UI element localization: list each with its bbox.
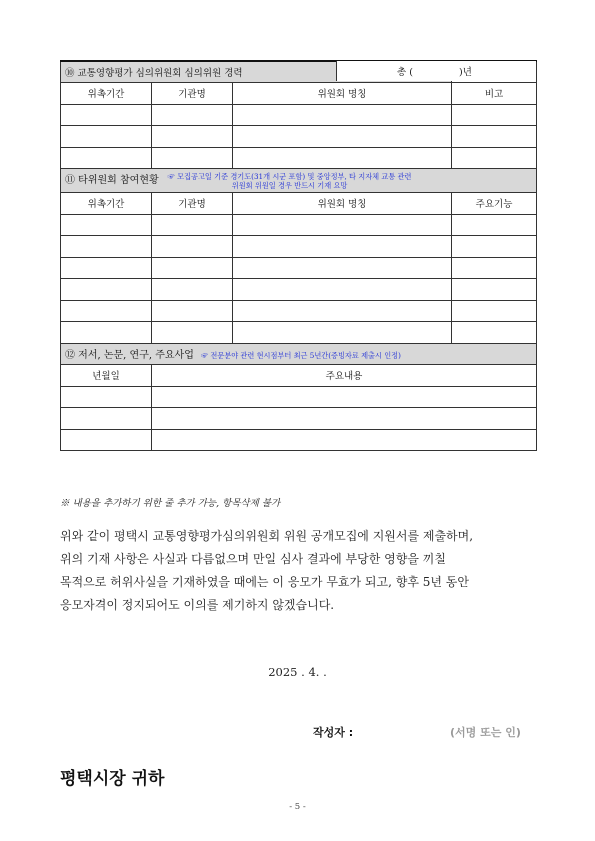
section11-header: 위원회 명칭 xyxy=(233,193,452,215)
table-cell[interactable] xyxy=(61,214,152,236)
section11-row xyxy=(61,279,537,301)
section10-header: 위촉기간 xyxy=(61,83,152,105)
table-cell[interactable] xyxy=(233,322,452,344)
section11-header: 위촉기간 xyxy=(61,193,152,215)
table-cell[interactable] xyxy=(233,214,452,236)
section12-note: ☞ 전문분야 관련 현시점부터 최근 5년간(증빙자료 제출시 인정) xyxy=(200,351,401,361)
section10-header: 위원회 명칭 xyxy=(233,83,452,105)
section11-note-line2: 위원회 위원일 경우 반드시 기재 요망 xyxy=(231,180,348,190)
table-cell[interactable] xyxy=(452,300,537,322)
table-cell[interactable] xyxy=(452,104,537,126)
section11-row xyxy=(61,214,537,236)
section12-title xyxy=(61,343,537,365)
section11-title xyxy=(61,169,537,193)
remark-note: ※ 내용을 추가하기 위한 줄 추가 가능, 항목삭제 불가 xyxy=(60,498,281,509)
total-years-suffix: )년 xyxy=(459,67,472,78)
section11-header: 기관명 xyxy=(152,193,233,215)
table-cell[interactable] xyxy=(152,126,233,148)
table-cell[interactable] xyxy=(61,386,152,408)
section11-header-row xyxy=(61,193,537,215)
declaration-line: 응모자격이 정지되어도 이의를 제기하지 않겠습니다. xyxy=(60,598,335,612)
section11-row xyxy=(61,236,537,258)
section12-header: 주요내용 xyxy=(152,365,537,387)
signature-field[interactable]: (서명 또는 인) xyxy=(450,726,521,739)
table-cell[interactable] xyxy=(61,257,152,279)
signature-label: 작성자 : xyxy=(313,726,354,739)
table-cell[interactable] xyxy=(233,126,452,148)
table-cell[interactable] xyxy=(452,279,537,301)
application-form-table xyxy=(60,60,537,451)
table-cell[interactable] xyxy=(152,408,537,430)
table-cell[interactable] xyxy=(61,429,152,451)
declaration-paragraph xyxy=(60,525,540,617)
section11-title-row xyxy=(61,169,537,193)
table-cell[interactable] xyxy=(152,214,233,236)
section11-header: 주요기능 xyxy=(452,193,537,215)
table-cell[interactable] xyxy=(152,279,233,301)
section11-row xyxy=(61,322,537,344)
table-cell[interactable] xyxy=(233,257,452,279)
addressee: 평택시장 귀하 xyxy=(60,769,165,789)
table-cell[interactable] xyxy=(233,147,452,169)
table-cell[interactable] xyxy=(61,408,152,430)
table-cell[interactable] xyxy=(452,236,537,258)
page-number: - 5 - xyxy=(289,802,306,812)
table-cell[interactable] xyxy=(152,147,233,169)
table-cell[interactable] xyxy=(61,147,152,169)
declaration-line: 목적으로 허위사실을 기재하였을 때에는 이 응모가 무효가 되고, 향후 5년 동안 xyxy=(60,575,469,589)
table-cell[interactable] xyxy=(152,386,537,408)
section10-header-row xyxy=(61,83,537,105)
total-years-label: 총 ( xyxy=(397,67,413,78)
section12-header: 년월일 xyxy=(61,365,152,387)
table-cell[interactable] xyxy=(152,236,233,258)
table-cell[interactable] xyxy=(61,104,152,126)
section10-header: 기관명 xyxy=(152,83,233,105)
table-cell[interactable] xyxy=(152,257,233,279)
table-cell[interactable] xyxy=(452,126,537,148)
table-cell[interactable] xyxy=(152,300,233,322)
section10-header: 비고 xyxy=(452,83,537,105)
section10-row xyxy=(61,126,537,148)
section12-row xyxy=(61,386,537,408)
section11-title-text: ⑪ 타위원회 참여현황 xyxy=(65,175,159,187)
section12-title-text: ⑫ 저서, 논문, 연구, 주요사업 xyxy=(65,350,194,362)
table-cell[interactable] xyxy=(61,300,152,322)
section11-row xyxy=(61,300,537,322)
table-cell[interactable] xyxy=(233,236,452,258)
table-cell[interactable] xyxy=(152,322,233,344)
table-cell[interactable] xyxy=(152,429,537,451)
section10-row xyxy=(61,104,537,126)
table-cell[interactable] xyxy=(233,279,452,301)
table-cell[interactable] xyxy=(233,104,452,126)
table-cell[interactable] xyxy=(61,322,152,344)
total-years-field[interactable] xyxy=(336,61,536,81)
table-cell[interactable] xyxy=(452,214,537,236)
section12-row xyxy=(61,429,537,451)
table-cell[interactable] xyxy=(452,322,537,344)
declaration-line: 위와 같이 평택시 교통영향평가심의위원회 위원 공개모집에 지원서를 제출하며, xyxy=(60,529,474,543)
section11-row xyxy=(61,257,537,279)
section12-row xyxy=(61,408,537,430)
table-cell[interactable] xyxy=(152,104,233,126)
section12-title-row xyxy=(61,343,537,365)
declaration-line: 위의 기재 사항은 사실과 다름없으며 만일 심사 결과에 부당한 영향을 끼칠 xyxy=(60,552,446,566)
section12-header-row xyxy=(61,365,537,387)
table-cell[interactable] xyxy=(61,126,152,148)
section11-note-line1: ☞ 모집공고일 기준 경기도(31개 시군 포함) 및 중앙정부, 타 지자체 교통 관련 xyxy=(167,171,412,181)
section10-title-text: ⑩ 교통영향평가 심의위원회 심의위원 경력 xyxy=(65,68,243,79)
table-cell[interactable] xyxy=(61,236,152,258)
table-cell[interactable] xyxy=(452,257,537,279)
section10-row xyxy=(61,147,537,169)
table-cell[interactable] xyxy=(233,300,452,322)
submission-date: 2025 . 4. . xyxy=(268,665,327,679)
table-cell[interactable] xyxy=(452,147,537,169)
section11-note xyxy=(168,172,412,190)
table-cell[interactable] xyxy=(61,279,152,301)
